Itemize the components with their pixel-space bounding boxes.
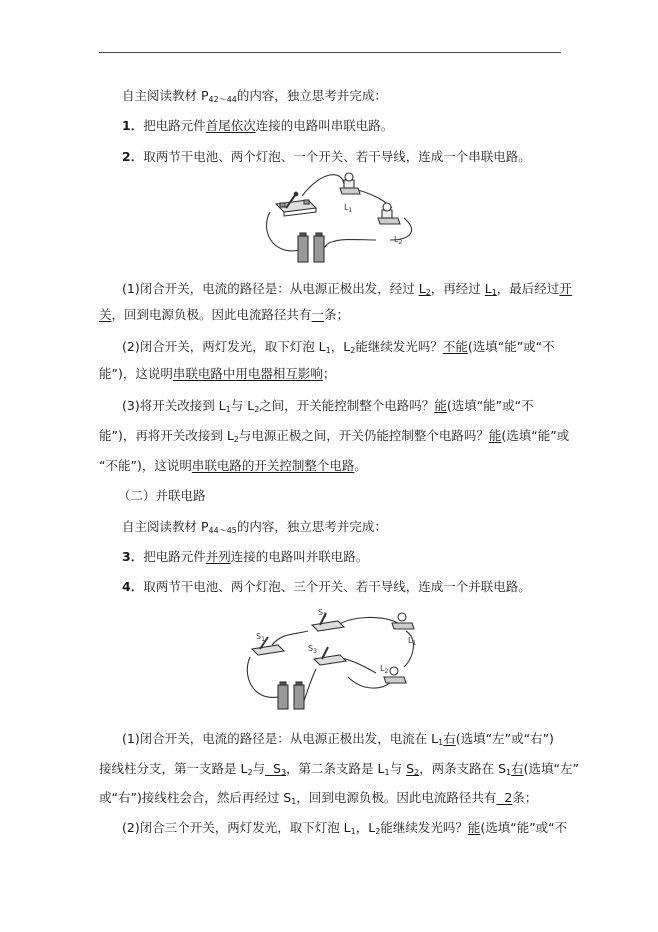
text: 能继续发光吗？: [355, 339, 443, 354]
answer-blank: 串联电路中用电器相互影响: [172, 366, 323, 381]
text: 条；: [324, 307, 350, 322]
text: (选填“左”: [523, 761, 579, 776]
answer-4-line-2: 接线柱分支，第一支路是 $L_2$与 $S_3$，第二条支路是 $L_1$与 $S_2$，两条支路在 $S_1$右(选填“左”: [99, 761, 579, 777]
text: ；: [322, 366, 336, 381]
text: 条；: [512, 790, 538, 805]
answer-blank: 右: [443, 731, 456, 746]
text: ，两条支路在 S: [419, 761, 507, 776]
text: 能”)，再将开关改接到 L: [99, 428, 234, 443]
answer-2-line-2: [99, 366, 335, 382]
label-s2: $S_2$: [318, 608, 327, 619]
section-title: （二）并联电路: [118, 488, 206, 503]
question-1: [122, 118, 393, 134]
text: (2)闭合开关，两灯发光，取下灯泡 L: [122, 339, 326, 354]
question-4: [122, 579, 531, 595]
text: 的内容，独立思考并完成：: [236, 88, 387, 103]
answer-blank: 2: [504, 790, 513, 805]
answer-2-line-1: (2)闭合开关，两灯发光，取下灯泡 $L_1$，$L_2$能继续发光吗？不能(选填“能”或“不: [122, 339, 555, 355]
answer-blank: 能: [434, 398, 447, 413]
label-l1: $L_1$: [408, 636, 417, 647]
answer-1-line-2: [99, 307, 349, 323]
label-s1: $S_1$: [256, 632, 265, 643]
text: 之间，开关能控制整个电路吗？: [259, 398, 435, 413]
text: “不能”)，这说明: [99, 458, 192, 473]
text: 自主阅读教材 P: [122, 519, 209, 534]
series-circuit-figure: [262, 170, 420, 268]
question-number: 2．: [122, 149, 144, 164]
answer-blank: $S_3$: [273, 761, 287, 777]
label-s3: $S_3$: [308, 644, 317, 655]
text: 的内容，独立思考并完成：: [236, 519, 387, 534]
text: 连接的电路叫串联电路。: [255, 118, 394, 133]
battery-1: [298, 236, 308, 262]
answer-blank: 能: [488, 428, 502, 443]
page-range: 44～45: [208, 526, 237, 535]
text: ，再经过: [430, 281, 485, 296]
text: ，最后经过: [496, 281, 560, 296]
answer-blank: 并列: [205, 549, 231, 564]
text: ，第二条支路是 L: [286, 761, 385, 776]
question-number: 4．: [122, 579, 144, 594]
answer-4-line-1: (1)闭合开关，电流的路径是：从电源正极出发，电流在 $L_1$右(选填“左”或“右”): [122, 731, 554, 747]
wire: [332, 240, 376, 243]
text: (1)闭合开关，电流的路径是：从电源正极出发，经过: [122, 281, 419, 296]
answer-3-line-3: [99, 458, 367, 474]
label-l1: $L_1$: [344, 203, 353, 214]
answer-3-line-2: 能”)，再将开关改接到 $L_2$与电源正极之间，开关仍能控制整个电路吗？能(选填“能”或: [99, 428, 570, 444]
battery-2: [314, 236, 324, 262]
wire: [267, 212, 300, 251]
question-number: 1．: [122, 118, 144, 133]
text: 能继续发光吗？: [380, 820, 468, 835]
text: 自主阅读教材 P: [122, 88, 209, 103]
question-2: [122, 149, 531, 165]
answer-blank: 关: [99, 307, 112, 322]
answer-blank: 开: [559, 281, 572, 296]
answer-blank: $S_2$: [406, 761, 420, 777]
text: 连接的电路叫并联电路。: [230, 549, 369, 564]
question-number: 3．: [122, 549, 144, 564]
text: (选填“能”或: [501, 428, 570, 443]
text: ，L: [330, 339, 351, 354]
answer-3-line-1: (3)将开关改接到 $L_1$与 $L_2$之间，开关能控制整个电路吗？能(选填“能”或“不: [122, 398, 534, 414]
answer-blank: 一: [311, 307, 325, 322]
answer-blank: $L_2$: [418, 281, 431, 297]
answer-1-line-1: [122, 281, 572, 301]
page-range: 42～44: [208, 95, 237, 104]
wire: [302, 175, 344, 196]
answer-blank: 串联电路的开关控制整个电路: [191, 458, 355, 473]
text: 取两节干电池、两个灯泡、一个开关、若干导线，连成一个串联电路。: [143, 149, 531, 164]
reading-instruction-1: [122, 88, 387, 108]
text: (2)闭合三个开关，两灯发光，取下灯泡 L: [122, 820, 351, 835]
text: ，L: [355, 820, 376, 835]
label-l2: $L_2$: [380, 664, 389, 675]
header-rule: [99, 52, 561, 53]
reading-instruction-2: [122, 519, 387, 539]
text: 与: [389, 761, 407, 776]
text: ，回到电源负极。因此电流路径共有: [111, 307, 312, 322]
text: (1)闭合开关，电流的路径是：从电源正极出发，电流在 L: [122, 731, 439, 746]
answer-5-line-1: (2)闭合三个开关，两灯发光，取下灯泡 $L_1$，$L_2$能继续发光吗？能(选填“能”或“不: [122, 820, 568, 836]
text: 。: [354, 458, 367, 473]
text: (3)将开关改接到 L: [122, 398, 226, 413]
text: ，回到电源负极。因此电流路径共有: [296, 790, 497, 805]
answer-blank: 右: [511, 761, 524, 776]
question-3: [122, 549, 368, 565]
answer-blank: 首尾依次: [205, 118, 256, 133]
text: (选填“能”或“不: [480, 820, 568, 835]
text: 能”)，这说明: [99, 366, 173, 381]
text: 或“右”)接线柱会合，然后再经过 S: [99, 790, 292, 805]
text: 取两节干电池、两个灯泡、三个开关、若干导线，连成一个并联电路。: [143, 579, 531, 594]
text: 与电源正极之间，开关仍能控制整个电路吗？: [238, 428, 489, 443]
label-l2: $L_2$: [394, 235, 403, 246]
text: 与: [252, 761, 266, 776]
text: 把电路元件: [143, 118, 206, 133]
answer-blank: $L_1$: [484, 281, 497, 297]
answer-4-line-3: 或“右”)接线柱会合，然后再经过 $S_1$，回到电源负极。因此电流路径共有 2条；: [99, 790, 538, 806]
text: 接线柱分支，第一支路是 L: [99, 761, 248, 776]
answer-blank: 不能: [442, 339, 468, 354]
answer-blank: 能: [467, 820, 481, 835]
text: (选填“能”或“不: [446, 398, 534, 413]
parallel-circuit-figure: [242, 605, 424, 711]
text: 把电路元件: [143, 549, 206, 564]
text: (选填“能”或“不: [467, 339, 555, 354]
text: 与 L: [230, 398, 255, 413]
text: (选填“左”或“右”): [455, 731, 554, 746]
